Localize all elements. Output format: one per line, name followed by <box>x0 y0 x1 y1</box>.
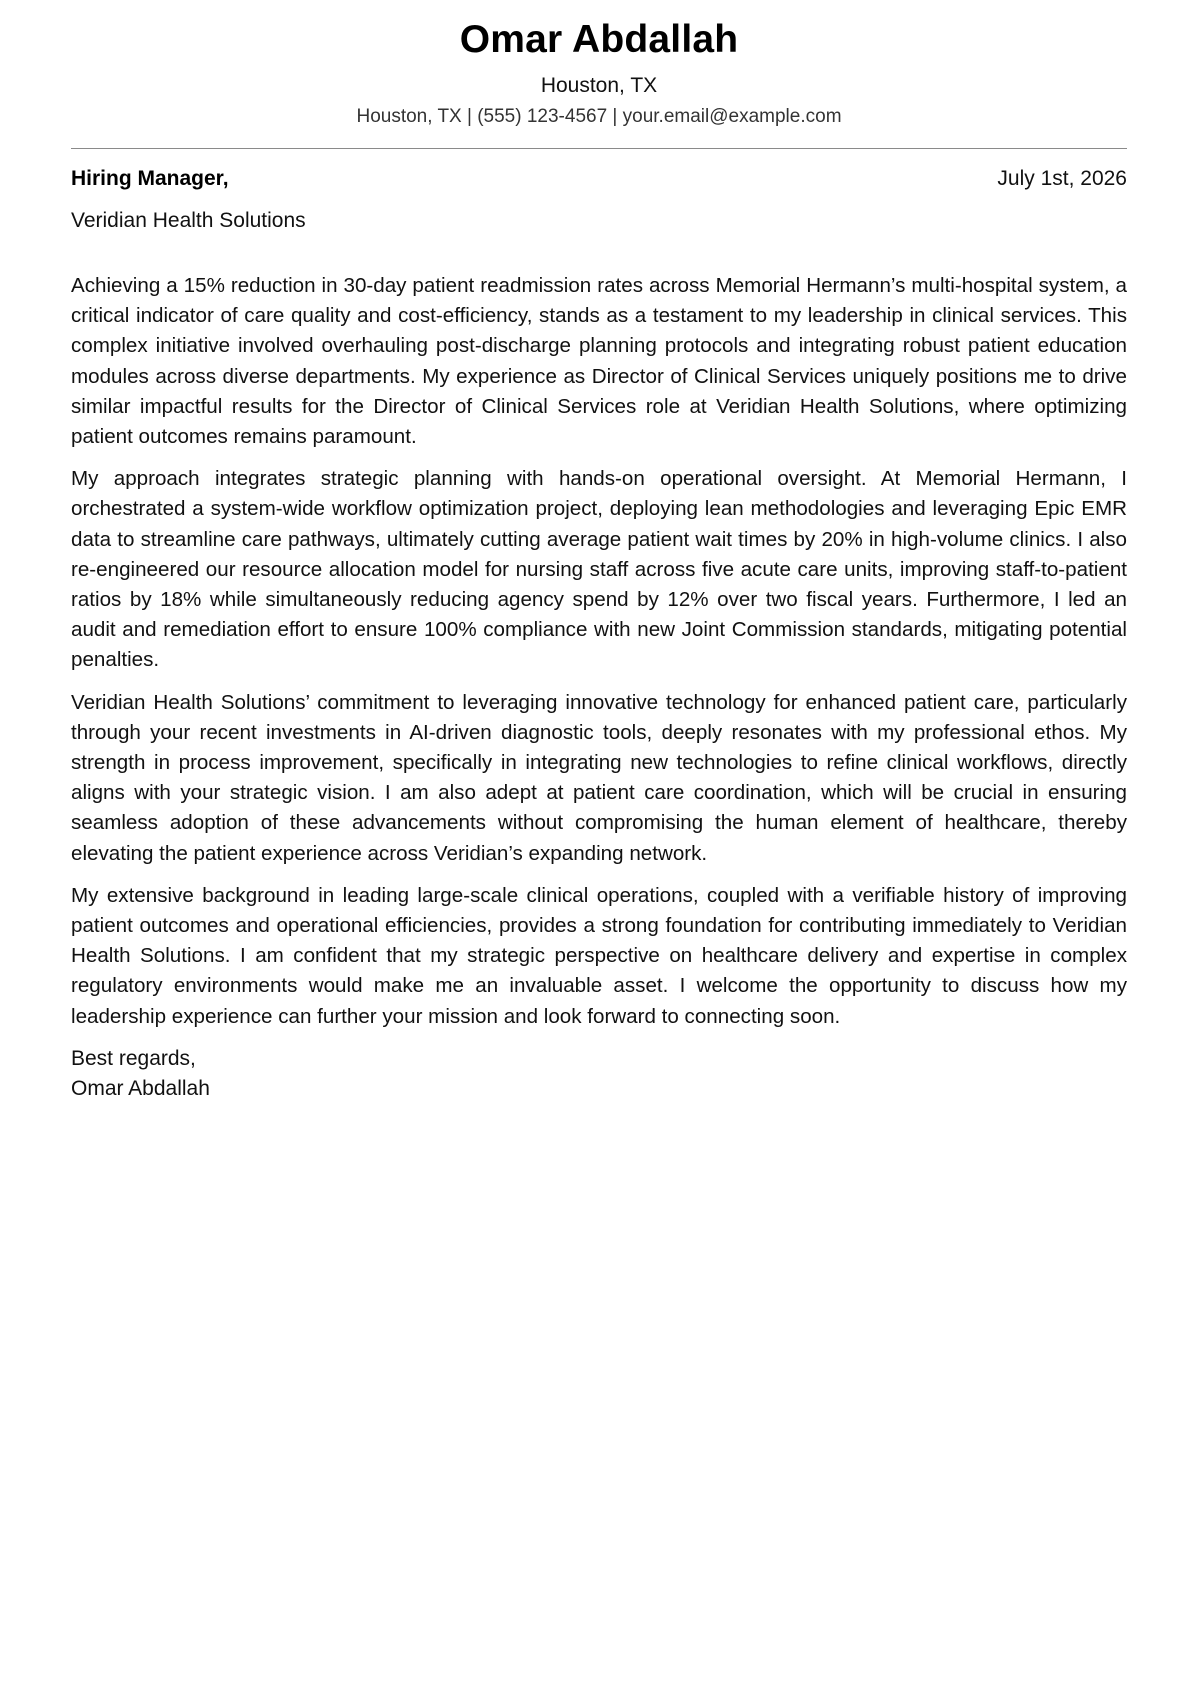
applicant-contact-line: Houston, TX | (555) 123-4567 | your.email@example.com <box>356 106 842 127</box>
salutation: Hiring Manager, <box>71 167 229 190</box>
letter-body <box>71 271 1127 1032</box>
body-paragraph-2: My approach integrates strategic planning with hands-on operational oversight. At Memorial Hermann, I orchestrated a system-wide workflow optimization project, deploying lean methodologies and leveraging Epic EMR data to streamline care pathways, ultimately cutting average patient wait times by 20% in high-volume clinics. I also re-engineered our resource allocation model for nursing staff across five acute care units, improving staff-to-patient ratios by 18% while simultaneously reducing agency spend by 12% over two fiscal years. Furthermore, I led an audit and remediation effort to ensure 100% compliance with new Joint Commission standards, mitigating potential penalties. <box>71 467 1127 672</box>
header-divider <box>71 148 1127 149</box>
signature-name: Omar Abdallah <box>71 1076 210 1100</box>
recipient-company: Veridian Health Solutions <box>71 209 306 232</box>
body-paragraph-4: My extensive background in leading large-scale clinical operations, coupled with a verifiable history of improving patient outcomes and operational efficiencies, provides a strong foundation for contributing immediately to Veridian Health Solutions. I am confident that my strategic perspective on healthcare delivery and expertise in complex regulatory environments would make me an invaluable asset. I welcome the opportunity to discuss how my leadership experience can further your mission and look forward to connecting soon. <box>71 883 1127 1028</box>
closing-phrase: Best regards, <box>71 1046 196 1070</box>
letter-date: July 1st, 2026 <box>997 167 1127 190</box>
letter-header <box>71 0 1127 129</box>
body-paragraph-1: Achieving a 15% reduction in 30-day patient readmission rates across Memorial Hermann’s multi-hospital system, a critical indicator of care quality and cost-efficiency, stands as a testament to my leadership in clinical services. This complex initiative involved overhauling post-discharge planning protocols and integrating robust patient education modules across diverse departments. My experience as Director of Clinical Services uniquely positions me to drive similar impactful results for the Director of Clinical Services role at Veridian Health Solutions, where optimizing patient outcomes remains paramount. <box>71 274 1127 449</box>
cover-letter-page <box>71 0 1127 1683</box>
applicant-location: Houston, TX <box>540 74 658 97</box>
applicant-name: Omar Abdallah <box>459 18 739 61</box>
letter-closing <box>71 1044 1127 1104</box>
body-paragraph-3: Veridian Health Solutions’ commitment to leveraging innovative technology for enhanced patient care, particularly through your recent investments in AI-driven diagnostic tools, deeply resonates with my professional ethos. My strength in process improvement, specifically in integrating new technologies to refine clinical workflows, directly aligns with your strategic vision. I am also adept at patient care coordination, which will be crucial in ensuring seamless adoption of these advancements without compromising the human element of healthcare, thereby elevating the patient experience across Veridian’s expanding network. <box>71 690 1127 865</box>
recipient-date-row <box>71 165 1127 193</box>
